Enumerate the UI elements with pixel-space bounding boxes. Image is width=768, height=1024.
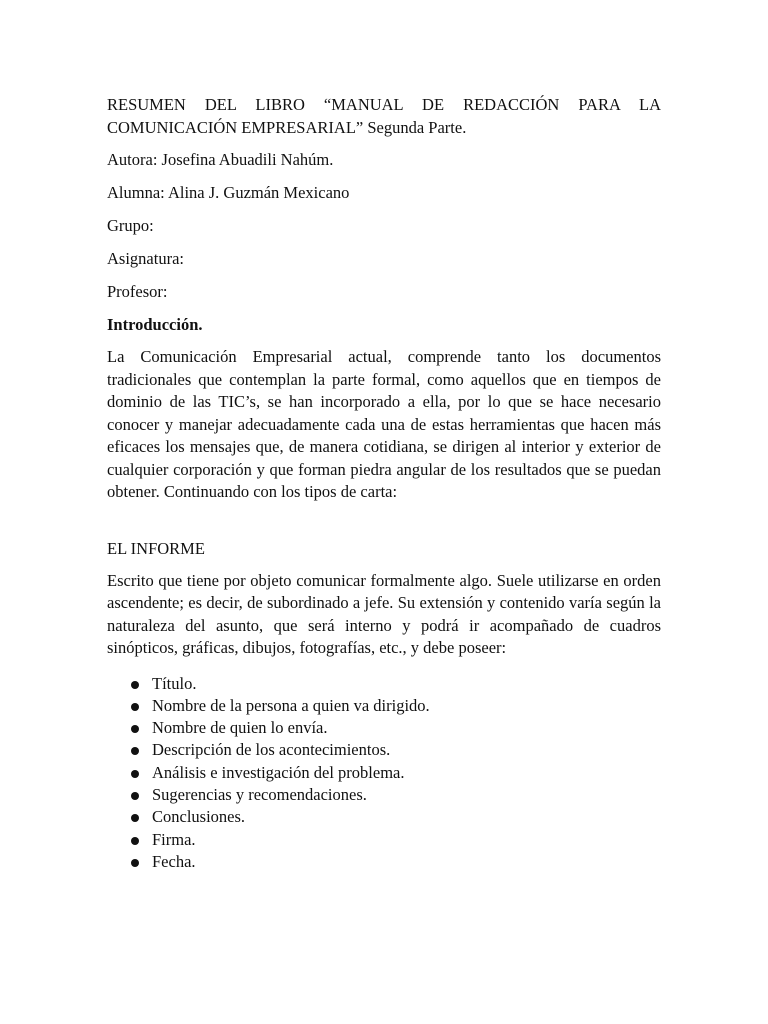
document-title-line-2: COMUNICACIÓN EMPRESARIAL” Segunda Parte. xyxy=(107,118,467,137)
bullet-icon xyxy=(131,792,139,800)
group-line: Grupo: xyxy=(107,216,154,235)
list-item xyxy=(107,739,661,761)
list-item xyxy=(107,829,661,851)
list-item xyxy=(107,806,661,828)
bullet-icon xyxy=(131,681,139,689)
list-item xyxy=(107,851,661,873)
bullet-icon xyxy=(131,837,139,845)
list-item-text: Título. xyxy=(152,673,197,693)
bullet-icon xyxy=(131,747,139,755)
list-item-text: Nombre de quien lo envía. xyxy=(152,718,328,738)
list-item-text: Descripción de los acontecimientos. xyxy=(152,740,391,760)
list-item xyxy=(107,673,661,695)
list-item-text: Sugerencias y recomendaciones. xyxy=(152,784,367,804)
bullet-icon xyxy=(131,703,139,711)
author-line: Autora: Josefina Abuadili Nahúm. xyxy=(107,150,334,169)
section-heading-el-informe: EL INFORME xyxy=(107,538,205,558)
list-item xyxy=(107,695,661,717)
intro-heading: Introducción. xyxy=(107,315,203,334)
requirements-list xyxy=(107,673,661,874)
list-item-text: Conclusiones. xyxy=(152,807,246,827)
list-item xyxy=(107,762,661,784)
document-title-line-1: RESUMEN DEL LIBRO “MANUAL DE REDACCIÓN PARA LA xyxy=(107,95,661,114)
bullet-icon xyxy=(131,770,139,778)
list-item-text: Nombre de la persona a quien va dirigido. xyxy=(152,695,430,715)
list-item-text: Firma. xyxy=(152,829,196,849)
intro-paragraph: La Comunicación Empresarial actual, comprende tanto los documentos tradicionales que contemplan la parte formal, como aquellos que en tiempos de dominio de las TIC’s, se han incorporado a ella, por lo que se hace necesario conocer y manejar adecuadamente cada una de estas herramientas que hacen más eficaces los mensajes que, de manera cotidiana, se dirigen al interior y exterior de cualquier corporación y que forman piedra angular de los resultados que se puedan obtener. Continuando con los tipos de carta: xyxy=(107,347,661,501)
bullet-icon xyxy=(131,725,139,733)
list-item-text: Análisis e investigación del problema. xyxy=(152,762,405,782)
document-body xyxy=(107,93,661,873)
list-item-text: Fecha. xyxy=(152,851,196,871)
student-line: Alumna: Alina J. Guzmán Mexicano xyxy=(107,183,350,202)
list-item xyxy=(107,717,661,739)
document-title xyxy=(107,93,661,139)
bullet-icon xyxy=(131,814,139,822)
section-paragraph: Escrito que tiene por objeto comunicar formalmente algo. Suele utilizarse en orden ascendente; es decir, de subordinado a jefe. Su extensión y contenido varía según la naturaleza del asunto, que será interno y podrá ir acompañado de cuadros sinópticos, gráficas, dibujos, fotografías, etc., y debe poseer: xyxy=(107,570,661,657)
list-item xyxy=(107,784,661,806)
subject-line: Asignatura: xyxy=(107,249,184,268)
bullet-icon xyxy=(131,859,139,867)
professor-line: Profesor: xyxy=(107,282,168,301)
